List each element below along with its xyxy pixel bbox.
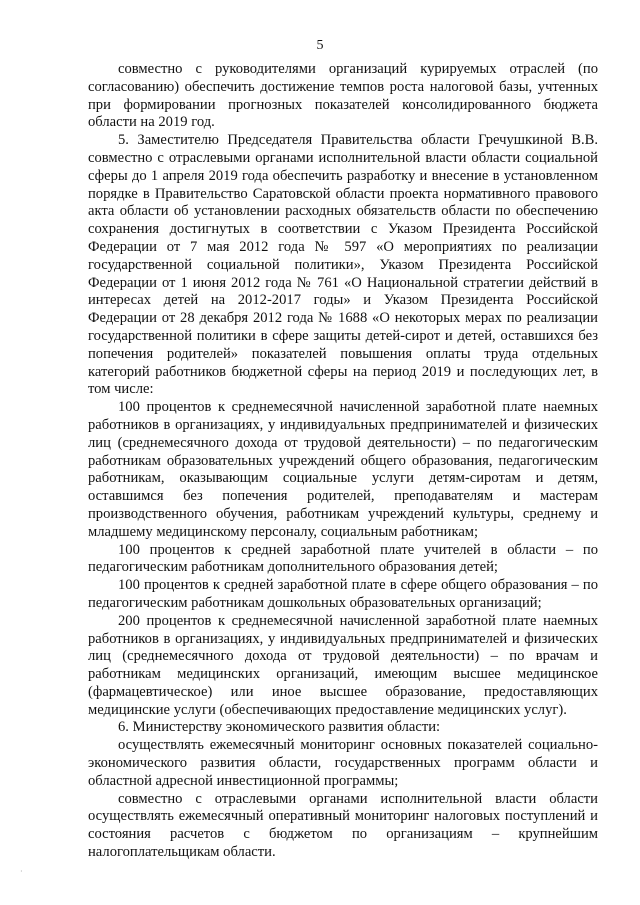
paragraph-item-5: 5. Заместителю Председателя Правительства области Гречушкиной В.В. совместно с отраслевыми органами исполнительной власти области социальной сферы до 1 апреля 2019 года обеспечить разработку и внесение в установленном порядке в Правительство Саратовской области проекта нормативного правового акта области об установлении расходных обязательств области по обеспечению сохранения достигнутых в соответствии с Указом Президента Российской Федерации от 7 мая 2012 года № 597 «О мероприятиях по реализации государственной социальной политики», Указом Президента Российской Федерации от 1 июня 2012 года № 761 «О Национальной стратегии действий в интересах детей на 2012-2017 годы» и Указом Президента Российской Федерации от 28 декабря 2012 года № 1688 «О некоторых мерах по реализации государственной политики в сфере защиты детей-сирот и детей, оставшихся без попечения родителей» показателей повышения оплаты труда отдельных категорий работников бюджетной сферы на период 2019 и последующих лет, в том числе: (88, 132, 598, 398)
paragraph-pay-100-average: 100 процентов к среднемесячной начисленной заработной плате наемных работников в организациях, у индивидуальных предпринимателей и физических лиц (среднемесячного дохода от трудовой деятельности) – по педагогическим работникам образовательных учреждений общего образования, педагогическим работникам, оказывающим социальные услуги детям-сиротам и детям, оставшимся без попечения родителей, преподавателям и мастерам производственного обучения, работникам учреждений культуры, среднему и младшему медицинскому персоналу, социальным работникам; (88, 399, 598, 540)
paragraph-pay-100-general-education: 100 процентов к средней заработной плате в сфере общего образования – по педагогическим работникам дошкольных образовательных организаций; (88, 577, 598, 611)
paragraph-pay-100-teachers: 100 процентов к средней заработной плате учителей в области – по педагогическим работникам дополнительного образования детей; (88, 541, 598, 576)
paragraph-item-6: 6. Министерству экономического развития области: (118, 719, 441, 736)
document-body (88, 61, 598, 862)
paragraph-monitoring-tax: совместно с отраслевыми органами исполнительной власти области осуществлять ежемесячный оперативный мониторинг налоговых поступлений и состояния расчетов с бюджетом по организациям – крупнейшим налогоплательщикам области. (88, 790, 598, 861)
scan-mark: · (20, 867, 23, 876)
paragraph-pay-200-doctors: 200 процентов к среднемесячной начисленной заработной плате наемных работников в организациях, у индивидуальных предпринимателей и физических лиц (среднемесячного дохода от трудовой деятельности) – по врачам и работникам медицинских организаций, имеющим высшее медицинское (фармацевтическое) или иное высшее образование, предоставляющих медицинские услуги (обеспечивающих предоставление медицинских услуг). (88, 612, 598, 718)
paragraph-monitoring-indicators: осуществлять ежемесячный мониторинг основных показателей социально-экономического развития области, государственных программ области и областной адресной инвестиционной программы; (88, 737, 598, 789)
paragraph-continuation: совместно с руководителями организаций курируемых отраслей (по согласованию) обеспечить достижение темпов роста налоговой базы, учтенных при формировании прогнозных показателей консолидированного бюджета области на 2019 год. (88, 61, 598, 131)
page-number: 5 (316, 38, 324, 53)
